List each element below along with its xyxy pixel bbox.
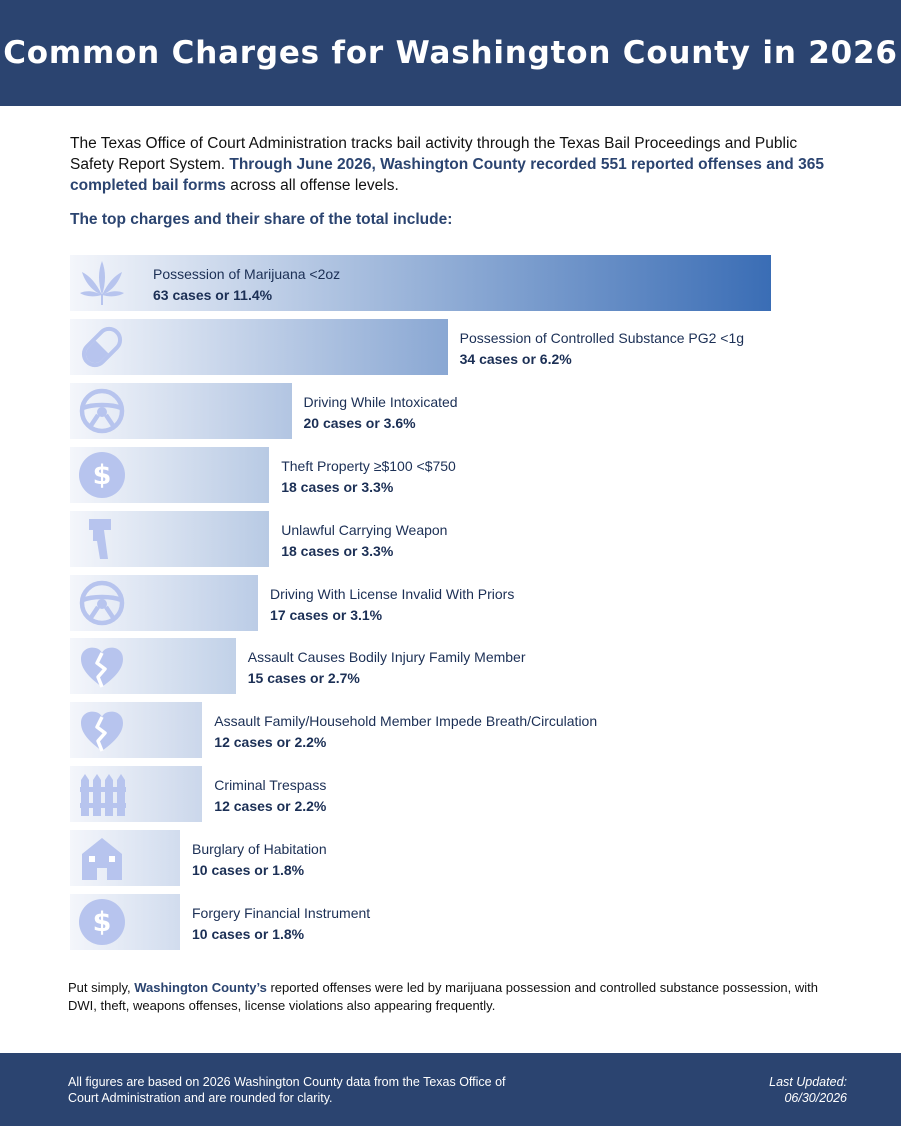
chart-row — [70, 255, 771, 311]
footer-banner — [0, 1053, 901, 1126]
bar — [70, 319, 448, 375]
page-title: Common Charges for Washington County in 2026 — [3, 35, 898, 71]
dollar-coin-icon — [78, 898, 126, 946]
bar-label — [281, 521, 447, 561]
value-label: 18 cases or 3.3% — [281, 543, 394, 559]
category-label: Burglary of Habitation — [192, 841, 327, 857]
value-label: 10 cases or 1.8% — [192, 862, 305, 878]
category-label: Forgery Financial Instrument — [192, 905, 371, 921]
intro-text-1: The Texas Office of Court Administration tracks bail activity through the Texas Bail Proceedings and Public Safety Report System. — [70, 135, 798, 173]
chart-subheading: The top charges and their share of the total include: — [70, 211, 453, 228]
value-label: 10 cases or 1.8% — [192, 926, 305, 942]
dollar-coin-icon — [78, 451, 126, 499]
bar-label — [214, 776, 326, 816]
bar-label — [192, 904, 370, 944]
value-label: 15 cases or 2.7% — [247, 670, 360, 686]
category-label: Driving With License Invalid With Priors — [270, 586, 515, 602]
house-icon — [78, 834, 126, 882]
bar-label — [214, 712, 597, 752]
chart-row — [70, 702, 771, 758]
value-label: 18 cases or 3.3% — [281, 479, 394, 495]
summary-paragraph — [68, 979, 848, 1015]
chart-row — [70, 319, 771, 375]
chart-row — [70, 575, 771, 631]
category-label: Possession of Marijuana <2oz — [153, 266, 341, 282]
summary-highlight: Washington County’s — [134, 980, 267, 995]
bar-label — [460, 329, 744, 369]
fence-icon — [78, 770, 126, 818]
chart-row — [70, 447, 771, 503]
cannabis-leaf-icon — [78, 259, 126, 307]
value-label: 63 cases or 11.4% — [153, 287, 273, 303]
summary-text-2: reported offenses were led by marijuana possession and controlled substance possession, with DWI, theft, weapons offenses, license violations also appearing frequently. — [68, 980, 818, 1013]
bar-label — [192, 840, 327, 880]
category-label: Unlawful Carrying Weapon — [281, 522, 448, 538]
pill-capsule-icon — [78, 323, 126, 371]
category-label: Possession of Controlled Substance PG2 <1g — [459, 330, 745, 346]
chart-row — [70, 766, 771, 822]
value-label: 20 cases or 3.6% — [303, 415, 416, 431]
steering-wheel-icon — [78, 579, 126, 627]
last-updated — [769, 1074, 847, 1106]
bar-label — [270, 585, 514, 625]
value-label: 34 cases or 6.2% — [459, 351, 572, 367]
value-label: 12 cases or 2.2% — [214, 798, 327, 814]
svg-text:$: $ — [92, 460, 112, 491]
category-label: Assault Family/Household Member Impede Breath/Circulation — [214, 713, 598, 729]
intro-text-2: across all offense levels. — [225, 177, 399, 194]
broken-heart-icon — [78, 642, 126, 690]
chart-row — [70, 511, 771, 567]
last-updated-date: 06/30/2026 — [784, 1091, 847, 1105]
footer-note: All figures are based on 2026 Washington County data from the Texas Office of Court Administration and are rounded for clarity. — [68, 1075, 506, 1105]
chart-row — [70, 894, 771, 950]
chart-row — [70, 638, 771, 694]
summary-text-1: Put simply, — [68, 980, 135, 995]
chart-row — [70, 830, 771, 886]
steering-wheel-icon — [78, 387, 126, 435]
value-label: 17 cases or 3.1% — [270, 607, 383, 623]
bar-label — [281, 457, 456, 497]
bar-label — [304, 393, 458, 433]
category-label: Assault Causes Bodily Injury Family Member — [247, 649, 526, 665]
category-label: Criminal Trespass — [214, 777, 327, 793]
category-label: Theft Property ≥$100 <$750 — [281, 458, 456, 474]
bar-label — [153, 265, 340, 305]
intro-highlight: Through June 2026, Washington County recorded 551 reported offenses and 365 completed bail forms — [70, 156, 824, 194]
broken-heart-icon — [78, 706, 126, 754]
last-updated-label: Last Updated: — [769, 1075, 847, 1089]
chart-row — [70, 383, 771, 439]
value-label: 12 cases or 2.2% — [214, 734, 327, 750]
bar-label — [248, 648, 526, 688]
handgun-icon — [78, 515, 126, 563]
svg-text:$: $ — [92, 907, 112, 938]
category-label: Driving While Intoxicated — [303, 394, 458, 410]
